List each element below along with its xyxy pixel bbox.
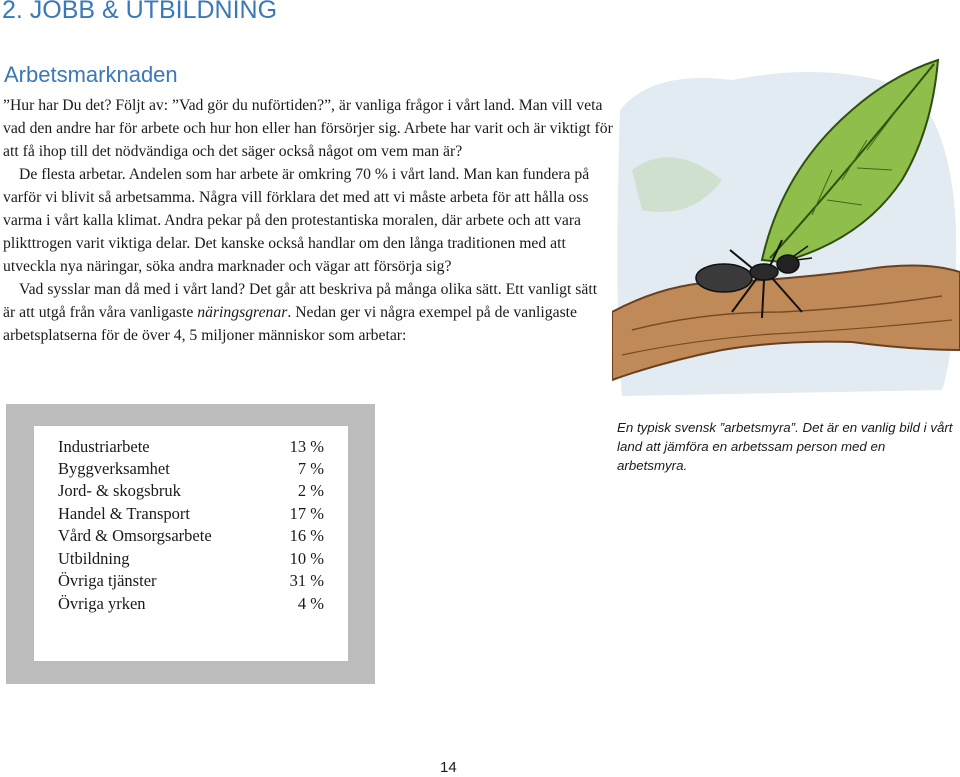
sector-row: [58, 480, 324, 502]
sector-label: Övriga tjänster: [58, 571, 157, 590]
sector-row: [58, 503, 324, 525]
sector-value: 7 %: [297, 459, 324, 478]
ant-abdomen: [696, 264, 752, 292]
body-text: [3, 94, 613, 347]
sector-label: Utbildning: [58, 549, 130, 568]
ant-thorax: [750, 264, 778, 280]
sector-label: Industriarbete: [58, 437, 150, 456]
chapter-title: 2. JOBB & UTBILDNING: [2, 0, 278, 24]
paragraph-intro: ”Hur har Du det? Följt av: ”Vad gör du nuförtiden?”, är vanliga frågor i vårt land. Man vill veta vad den andre har för arbete och hur hon eller han försörjer sig. Arbete har varit och är viktigt för att få ihop till det nödvändiga och det säger också något om vem man är?: [3, 97, 613, 160]
sector-label: Övriga yrken: [58, 594, 146, 613]
sector-label: Vård & Omsorgsarbete: [58, 526, 212, 545]
ant-leaf-illustration: [612, 50, 960, 402]
sector-value: 13 %: [289, 437, 324, 456]
sector-value: 16 %: [289, 526, 324, 545]
sector-row: [58, 525, 324, 547]
sector-label: Handel & Transport: [58, 504, 190, 523]
term-naringsgrenar: näringsgrenar: [197, 304, 288, 321]
sector-label: Byggverksamhet: [58, 459, 170, 478]
sector-row: [58, 436, 324, 458]
paragraph-workers: De flesta arbetar. Andelen som har arbete är omkring 70 % i vårt land. Man kan fundera på varför vi blivit så arbetsamma. Några vill förklara det med att vi måste arbeta för att hålla oss varma i vårt kalla klimat. Andra pekar på den protestantiska moralen, där arbete och att vara plikttrogen varit viktiga delar. Det kanske också handlar om den långa traditionen med att utveckla nya näringar, söka andra marknader och vägar att försörja sig?: [3, 166, 590, 275]
sector-value: 2 %: [297, 481, 324, 500]
sector-label: Jord- & skogsbruk: [58, 481, 181, 500]
paragraph-sectors-start: Vad sysslar man då med i vårt land? Det går att beskriva på många olika sätt. Ett vanligt sätt är att utgå från våra vanligaste: [3, 281, 598, 321]
sector-row: [58, 458, 324, 480]
sector-row: [58, 593, 324, 615]
section-title: Arbetsmarknaden: [4, 62, 178, 87]
paragraph-sectors-end: . Nedan ger vi några exempel på de vanligaste arbetsplatserna för de över 4, 5 miljoner människor som arbetar:: [3, 304, 578, 344]
illustration-caption: En typisk svensk ”arbetsmyra”. Det är en vanlig bild i vårt land att jämföra en arbetssam person med en arbetsmyra.: [617, 420, 953, 473]
sector-row: [58, 548, 324, 570]
sector-value: 17 %: [289, 504, 324, 523]
ant-head: [777, 255, 799, 273]
sector-value: 4 %: [297, 594, 324, 613]
sector-row: [58, 570, 324, 592]
sector-table-frame: [6, 404, 375, 684]
sector-value: 31 %: [289, 571, 324, 590]
paragraph-sectors: [3, 278, 613, 347]
page-number: 14: [440, 759, 457, 776]
sector-table: [34, 426, 348, 661]
sector-value: 10 %: [289, 549, 324, 568]
